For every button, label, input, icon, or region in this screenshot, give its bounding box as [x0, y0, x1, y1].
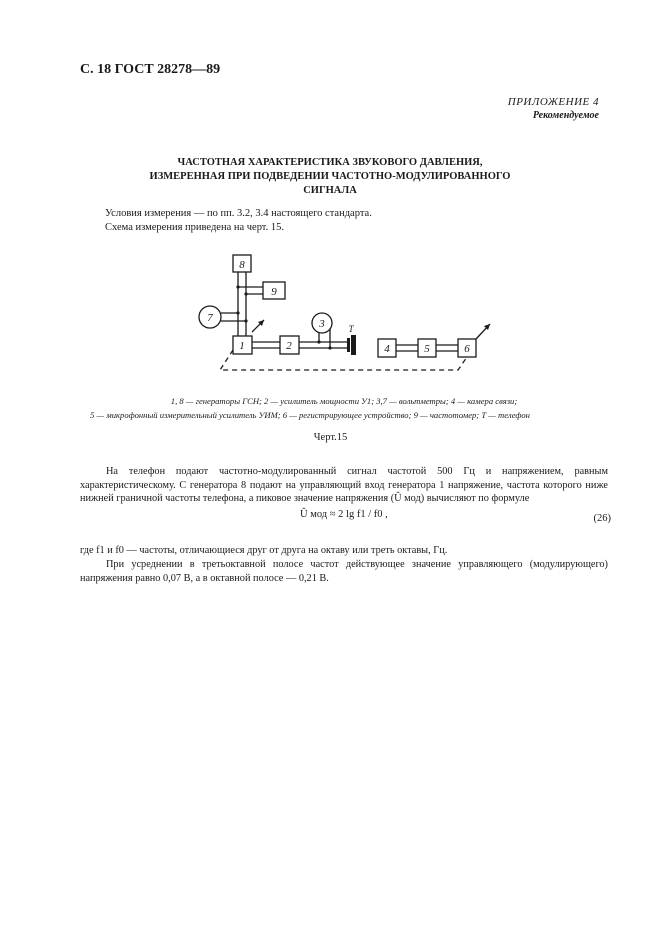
figure-caption — [90, 394, 598, 422]
label-1: 1 — [239, 340, 245, 352]
conditions-line-1: Условия измерения — по пп. 3.2, 3.4 настоящего стандарта. — [105, 208, 372, 219]
telephone-icon — [347, 338, 350, 352]
paragraph-3: При усреднении в третьоктавной полосе частот действующее значение управляющего (модулирующего) напряжения равно 0,07 В, а в октавной полосе — 0,21 В. — [80, 559, 608, 584]
figure-label: Черт.15 — [313, 432, 348, 443]
paragraph-2: где f1 и f0 — частоты, отличающиеся друг от друга на октаву или треть октавы, Гц. — [80, 545, 448, 556]
formula-26: Û мод ≈ 2 lg f1 / f0 , — [300, 509, 388, 520]
appendix-title: ПРИЛОЖЕНИЕ 4 — [507, 96, 599, 108]
conditions-line-2: Схема измерения приведена на черт. 15. — [105, 221, 284, 233]
title-line-3: СИГНАЛА — [303, 185, 357, 196]
label-t: Т — [348, 324, 354, 334]
title-line-2: ИЗМЕРЕННАЯ ПРИ ПОДВЕДЕНИИ ЧАСТОТНО-МОДУЛИРОВАННОГО — [149, 171, 511, 182]
label-9: 9 — [271, 286, 277, 298]
title-line-1: ЧАСТОТНАЯ ХАРАКТЕРИСТИКА ЗВУКОВОГО ДАВЛЕНИЯ, — [177, 157, 483, 168]
conditions-text — [105, 207, 372, 234]
label-6: 6 — [464, 343, 470, 355]
paragraph-1: На телефон подают частотно-модулированный сигнал частотой 500 Гц и напряжением, равным характеристическому. С генератора 8 подают на управляющий вход генератора 1 напряжение, частота которого ниже нижней граничной частоты телефона, а пиковое значение напряжения (Û мод) вычисляют по формуле — [80, 466, 608, 504]
label-7: 7 — [207, 312, 213, 324]
label-5: 5 — [424, 343, 430, 355]
label-8: 8 — [239, 259, 245, 271]
document-title — [120, 156, 540, 198]
equation-number: (26) — [593, 513, 611, 524]
label-4: 4 — [384, 343, 390, 355]
appendix-note: Рекомендуемое — [532, 110, 599, 121]
label-3: 3 — [319, 318, 325, 330]
caption-line-2: 5 — микрофонный измерительный усилитель УИМ; 6 — регистрирующее устройство; 9 — частотомер; Т — телефон — [90, 410, 530, 420]
label-2: 2 — [286, 340, 292, 352]
measurement-diagram — [190, 250, 510, 380]
page-header: С. 18 ГОСТ 28278—89 — [80, 62, 221, 77]
caption-line-1: 1, 8 — генераторы ГСН; 2 — усилитель мощности У1; 3,7 — вольтметры; 4 — камера связи; — [170, 396, 518, 406]
